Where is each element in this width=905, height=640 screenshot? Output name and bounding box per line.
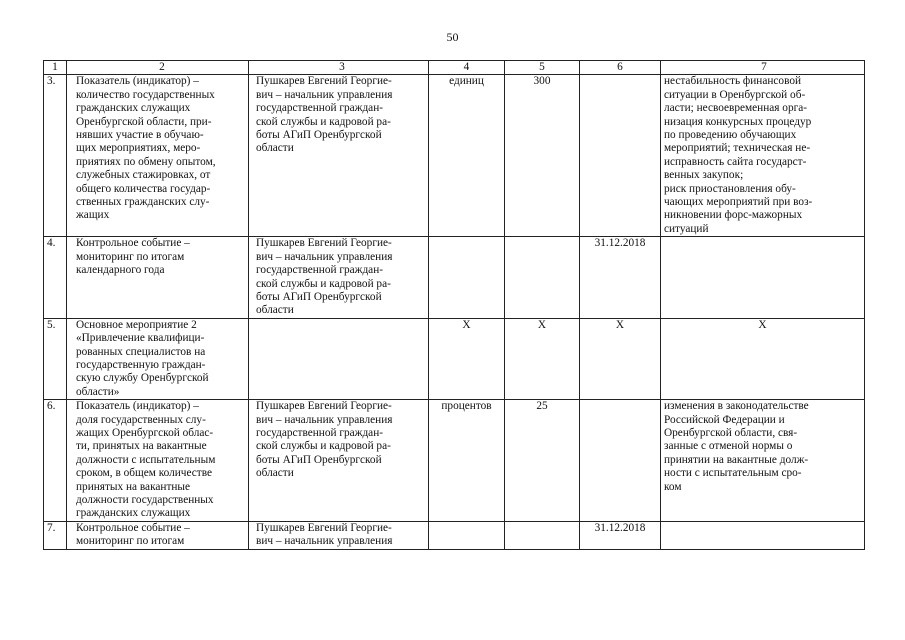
- row-responsible: Пушкарев Евгений Георгие- вич – начальник управления государственной граждан- ской службы и кадровой ра- боты АГиП Оренбургской области: [249, 400, 429, 522]
- row-number: 7.: [44, 521, 67, 549]
- row-name: Показатель (индикатор) – количество государственных гражданских служащих Оренбургской области, при- нявших участие в обучаю- щих мероприятиях, меро- приятиях по обмену опытом, служебных стажировках, от общего количества государ- ственных гражданских слу- жащих: [67, 75, 249, 237]
- row-number: 6.: [44, 400, 67, 522]
- row-date: 31.12.2018: [580, 521, 661, 549]
- row-responsible: Пушкарев Евгений Георгие- вич – начальник управления государственной граждан- ской службы и кадровой ра- боты АГиП Оренбургской области: [249, 237, 429, 318]
- table-row: [44, 318, 865, 399]
- row-unit: единиц: [429, 75, 505, 237]
- row-value: [505, 521, 580, 549]
- row-responsible: [249, 318, 429, 399]
- row-risks: изменения в законодательстве Российской Федерации и Оренбургской области, свя- занные с отменой нормы о принятии на вакантные долж- ности с испытательным сро- ком: [661, 400, 865, 522]
- table-row: [44, 75, 865, 237]
- row-unit: [429, 521, 505, 549]
- row-number: 5.: [44, 318, 67, 399]
- row-unit: Х: [429, 318, 505, 399]
- row-risks: [661, 237, 865, 318]
- row-date: 31.12.2018: [580, 237, 661, 318]
- row-risks: Х: [661, 318, 865, 399]
- plan-table: [43, 60, 865, 550]
- row-number: 3.: [44, 75, 67, 237]
- header-col-4: 4: [429, 61, 505, 75]
- header-col-1: 1: [44, 61, 67, 75]
- row-date: [580, 75, 661, 237]
- row-name: Основное мероприятие 2 «Привлечение квалифици- рованных специалистов на государственную граждан- скую службу Оренбургской области»: [67, 318, 249, 399]
- table-row: [44, 521, 865, 549]
- page-number: 50: [446, 30, 459, 44]
- row-date: Х: [580, 318, 661, 399]
- row-value: [505, 237, 580, 318]
- row-value: 25: [505, 400, 580, 522]
- header-col-6: 6: [580, 61, 661, 75]
- row-name: Показатель (индикатор) – доля государственных слу- жащих Оренбургской облас- ти, принятых на вакантные должности с испытательным сроком, в общем количестве принятых на вакантные должности государственных гражданских служащих: [67, 400, 249, 522]
- row-name: Контрольное событие – мониторинг по итогам: [67, 521, 249, 549]
- header-row: [44, 61, 865, 75]
- row-responsible: Пушкарев Евгений Георгие- вич – начальник управления государственной граждан- ской службы и кадровой ра- боты АГиП Оренбургской области: [249, 75, 429, 237]
- row-risks: [661, 521, 865, 549]
- table-row: [44, 400, 865, 522]
- row-unit: процентов: [429, 400, 505, 522]
- header-col-7: 7: [661, 61, 865, 75]
- row-unit: [429, 237, 505, 318]
- header-col-5: 5: [505, 61, 580, 75]
- row-date: [580, 400, 661, 522]
- header-col-3: 3: [249, 61, 429, 75]
- row-risks: нестабильность финансовой ситуации в Оренбургской об- ласти; несвоевременная орга- низация конкурсных процедур по проведению обучающих мероприятий; техническая не- исправность сайта государст- венных закупок; риск приостановления обу- чающих мероприятий при воз- никновении форс-мажорных ситуаций: [661, 75, 865, 237]
- row-number: 4.: [44, 237, 67, 318]
- row-value: 300: [505, 75, 580, 237]
- row-name: Контрольное событие – мониторинг по итогам календарного года: [67, 237, 249, 318]
- header-col-2: 2: [67, 61, 249, 75]
- row-responsible: Пушкарев Евгений Георгие- вич – начальник управления: [249, 521, 429, 549]
- table-row: [44, 237, 865, 318]
- row-value: Х: [505, 318, 580, 399]
